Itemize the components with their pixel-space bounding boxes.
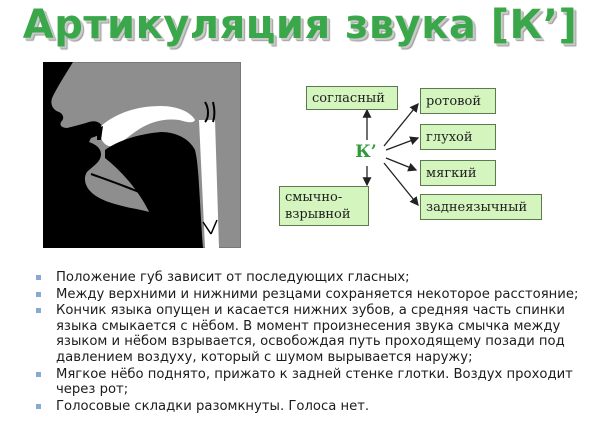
node-plosive: смычно- взрывной [279, 186, 369, 226]
bullet-item: Кончик языка опущен и касается нижних зубов, а средняя часть спинки языка смыкается с нёбом. В момент произнесения звука смычка между языком и нёбом взрывается, освобождая путь проходящему позади под давлением воздуху, который с шумом вырывается наружу; [34, 303, 594, 365]
bullet-item: Положение губ зависит от последующих гласных; [34, 270, 594, 286]
arrow-to-voiceless [386, 138, 418, 150]
node-voiceless: глухой [420, 124, 496, 150]
bullet-item: Мягкое нёбо поднято, прижато к задней стенке глотки. Воздух проходит через рот; [34, 367, 594, 398]
arrow-to-soft [386, 158, 416, 170]
bullet-item: Между верхними и нижними резцами сохраняется некоторое расстояние; [34, 287, 594, 303]
bullet-marker-icon [36, 292, 41, 297]
bullet-marker-icon [36, 372, 41, 377]
node-back-lingual: заднеязычный [420, 194, 542, 220]
bullet-marker-icon [36, 275, 41, 280]
page-title: Артикуляция звука [К’] [22, 2, 578, 48]
bullet-item: Голосовые складки разомкнуты. Голоса нет. [34, 399, 594, 415]
node-soft: мягкий [420, 160, 496, 186]
node-oral: ротовой [420, 88, 496, 114]
bullet-marker-icon [36, 404, 41, 409]
bullet-marker-icon [36, 308, 41, 313]
articulation-description-list [34, 270, 594, 415]
center-sound-label: К’ [355, 142, 377, 162]
node-consonant: согласный [306, 86, 398, 110]
